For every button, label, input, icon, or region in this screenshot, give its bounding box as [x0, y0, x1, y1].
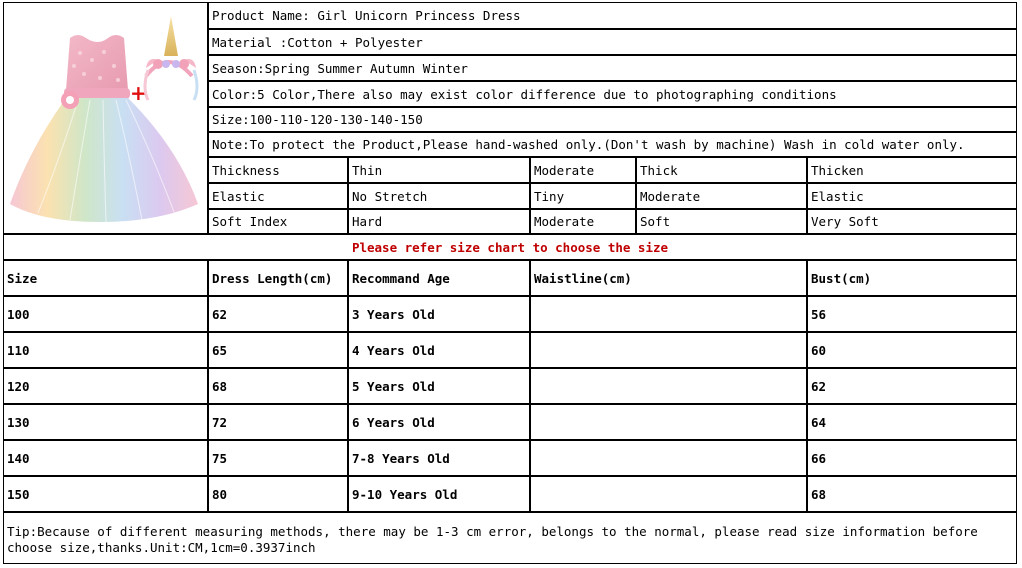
bust-cell: 64 [807, 404, 1017, 440]
size-info: Size:100-110-120-130-140-150 [208, 107, 1017, 132]
bust-cell: 66 [807, 440, 1017, 476]
age-cell: 6 Years Old [348, 404, 530, 440]
waistline-cell [530, 368, 807, 404]
bust-cell: 60 [807, 332, 1017, 368]
size-cell: 100 [3, 296, 208, 332]
dress-length-cell: 72 [208, 404, 348, 440]
dress-length-cell: 75 [208, 440, 348, 476]
size-chart-notice: Please refer size chart to choose the size [3, 234, 1017, 260]
size-header: Size [3, 260, 208, 296]
property-value: Thicken [807, 157, 1017, 183]
property-value: Thick [636, 157, 807, 183]
property-value: Thin [348, 157, 530, 183]
property-label: Elastic [208, 183, 348, 209]
care-note: Note:To protect the Product,Please hand-washed only.(Don't wash by machine) Wash in cold water only. [208, 132, 1017, 157]
age-cell: 5 Years Old [348, 368, 530, 404]
svg-text:+: + [129, 81, 147, 105]
age-cell: 7-8 Years Old [348, 440, 530, 476]
property-value: Moderate [636, 183, 807, 209]
property-value: Hard [348, 209, 530, 234]
color-info: Color:5 Color,There also may exist color difference due to photographing conditions [208, 81, 1017, 107]
age-cell: 9-10 Years Old [348, 476, 530, 512]
property-value: Moderate [530, 157, 636, 183]
waistline-header: Waistline(cm) [530, 260, 807, 296]
bust-cell: 68 [807, 476, 1017, 512]
waistline-cell [530, 476, 807, 512]
product-name: Product Name: Girl Unicorn Princess Dress [208, 2, 1017, 29]
dress-length-header: Dress Length(cm) [208, 260, 348, 296]
size-chart-sheet [4, 3, 1018, 565]
dress-length-cell: 68 [208, 368, 348, 404]
season: Season:Spring Summer Autumn Winter [208, 55, 1017, 81]
product-photo [3, 2, 208, 234]
size-cell: 150 [3, 476, 208, 512]
size-cell: 120 [3, 368, 208, 404]
property-label: Soft Index [208, 209, 348, 234]
waistline-cell [530, 332, 807, 368]
property-value: Soft [636, 209, 807, 234]
bust-header: Bust(cm) [807, 260, 1017, 296]
waistline-cell [530, 296, 807, 332]
property-value: Elastic [807, 183, 1017, 209]
age-cell: 4 Years Old [348, 332, 530, 368]
waistline-cell [530, 440, 807, 476]
property-label: Thickness [208, 157, 348, 183]
waistline-cell [530, 404, 807, 440]
material: Material :Cotton + Polyester [208, 29, 1017, 55]
bust-cell: 62 [807, 368, 1017, 404]
dress-length-cell: 80 [208, 476, 348, 512]
size-cell: 130 [3, 404, 208, 440]
dress-icon [8, 8, 204, 228]
age-cell: 3 Years Old [348, 296, 530, 332]
size-cell: 140 [3, 440, 208, 476]
recommand-age-header: Recommand Age [348, 260, 530, 296]
measurement-tip: Tip:Because of different measuring methods, there may be 1-3 cm error, belongs to the normal, please read size information before choose size,thanks.Unit:CM,1cm=0.3937inch [3, 512, 1017, 564]
size-cell: 110 [3, 332, 208, 368]
dress-length-cell: 62 [208, 296, 348, 332]
dress-length-cell: 65 [208, 332, 348, 368]
bust-cell: 56 [807, 296, 1017, 332]
property-value: No Stretch [348, 183, 530, 209]
property-value: Tiny [530, 183, 636, 209]
property-value: Very Soft [807, 209, 1017, 234]
property-value: Moderate [530, 209, 636, 234]
